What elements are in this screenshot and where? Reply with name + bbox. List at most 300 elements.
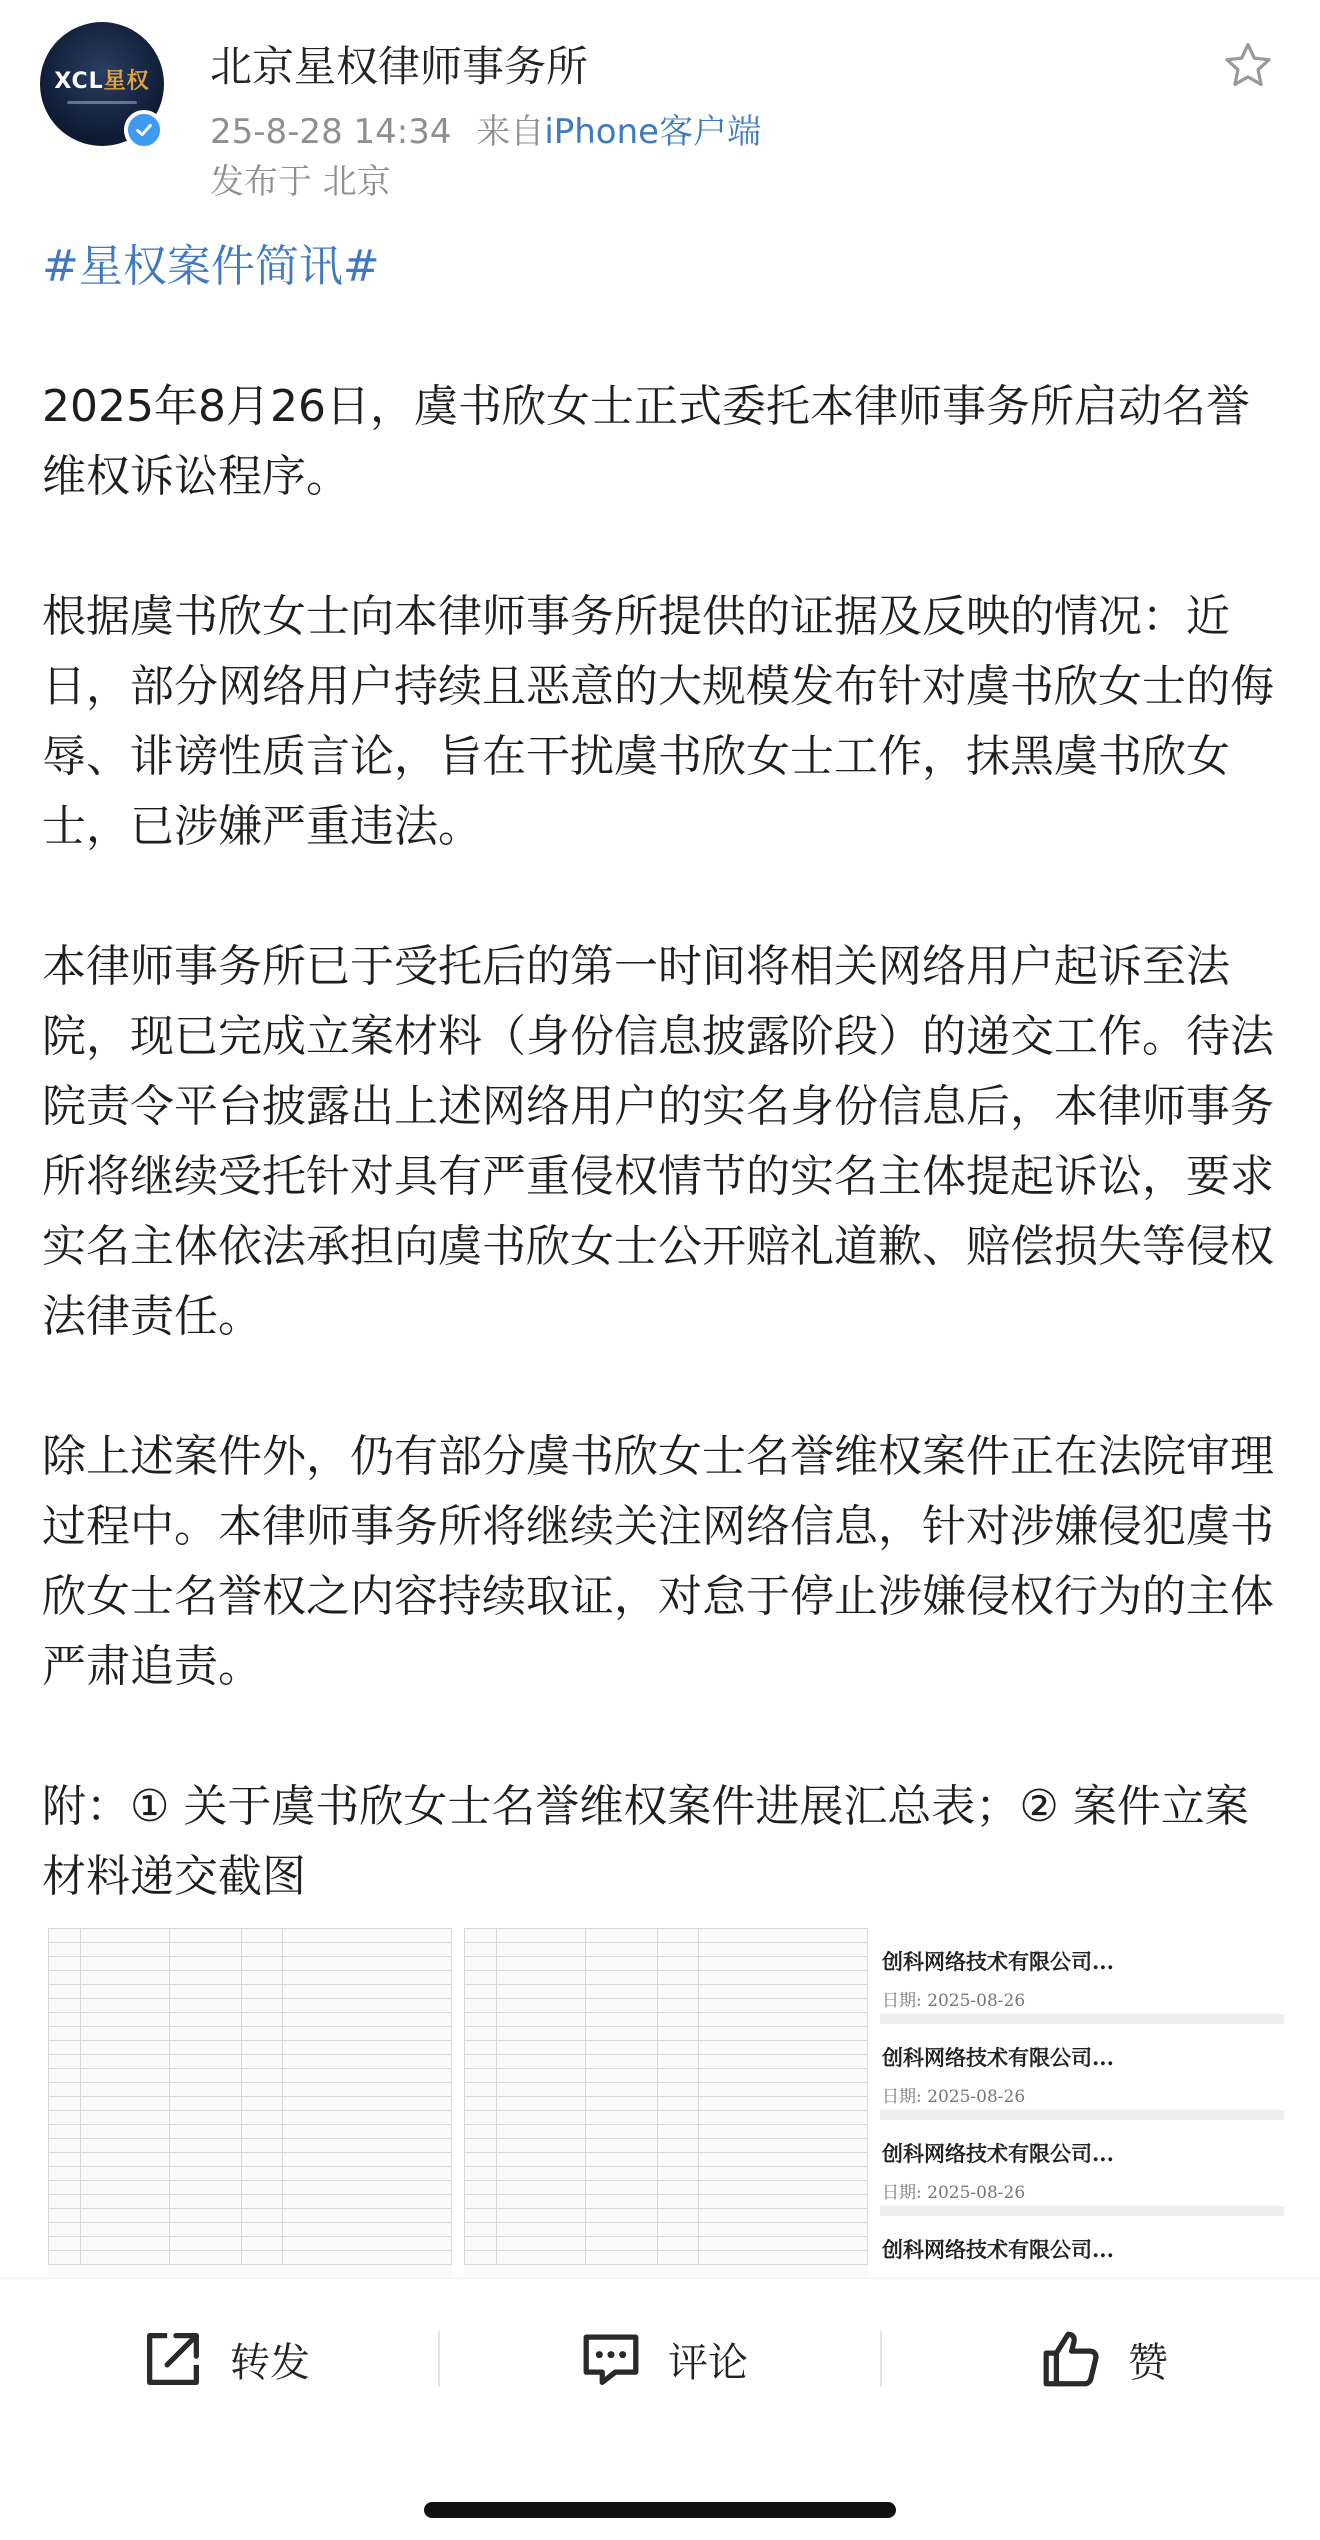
- table-cell: [282, 2027, 451, 2041]
- thumbs-up-icon: [1036, 2324, 1106, 2394]
- table-row: [49, 2083, 452, 2097]
- table-cell: [169, 2251, 242, 2265]
- table-cell: [81, 2167, 170, 2181]
- table-row: [465, 2139, 868, 2153]
- table-cell: [282, 2041, 451, 2055]
- table-cell: [497, 2223, 586, 2237]
- table-row: [465, 2111, 868, 2125]
- table-cell: [169, 1929, 242, 1943]
- table-cell: [465, 1957, 497, 1971]
- post-meta: [210, 104, 761, 153]
- table-row: [465, 1929, 868, 1943]
- table-cell: [242, 1929, 282, 1943]
- table-cell: [698, 2111, 867, 2125]
- table-cell: [698, 2139, 867, 2153]
- table-cell: [242, 2181, 282, 2195]
- table-cell: [497, 2195, 586, 2209]
- table-cell: [169, 2055, 242, 2069]
- table-cell: [658, 1971, 698, 1985]
- table-cell: [169, 2223, 242, 2237]
- table-cell: [49, 2237, 81, 2251]
- verified-badge-icon: [124, 110, 164, 150]
- table-cell: [658, 2097, 698, 2111]
- table-cell: [81, 2083, 170, 2097]
- table-row: [465, 2181, 868, 2195]
- table-cell: [497, 2125, 586, 2139]
- case-company: 创科网络技术有限公司...: [882, 2237, 1114, 2262]
- table-cell: [585, 2083, 658, 2097]
- table-cell: [658, 1999, 698, 2013]
- table-cell: [242, 1957, 282, 1971]
- table-cell: [698, 1971, 867, 1985]
- table-cell: [465, 2125, 497, 2139]
- table-cell: [698, 2013, 867, 2027]
- table-cell: [81, 2223, 170, 2237]
- table-cell: [585, 2167, 658, 2181]
- table-cell: [169, 2083, 242, 2097]
- table-row: [465, 2223, 868, 2237]
- table-cell: [282, 2209, 451, 2223]
- table-cell: [169, 1971, 242, 1985]
- table-cell: [169, 2139, 242, 2153]
- table-cell: [169, 1985, 242, 1999]
- post-paragraph: 根据虞书欣女士向本律师事务所提供的证据及反映的情况：近日，部分网络用户持续且恶意的大规模发布针对虞书欣女士的侮辱、诽谤性质言论，旨在干扰虞书欣女士工作，抹黑虞书欣女士，已涉嫌严重违法。: [42, 591, 1274, 852]
- table-row: [465, 1985, 868, 1999]
- table-cell: [698, 2209, 867, 2223]
- hashtag-link[interactable]: #星权案件简讯#: [42, 241, 380, 292]
- table-cell: [658, 2167, 698, 2181]
- table-cell: [242, 2013, 282, 2027]
- table-cell: [658, 2237, 698, 2251]
- table-cell: [282, 1971, 451, 1985]
- table-cell: [169, 1957, 242, 1971]
- table-cell: [465, 2195, 497, 2209]
- table-row: [49, 2181, 452, 2195]
- thumbnail-case-summary-2[interactable]: [464, 1928, 868, 2278]
- table-cell: [658, 2153, 698, 2167]
- table-cell: [81, 2027, 170, 2041]
- table-row: [465, 2251, 868, 2265]
- table-cell: [585, 2209, 658, 2223]
- table-cell: [465, 1943, 497, 1957]
- table-cell: [282, 1985, 451, 1999]
- table-cell: [49, 2209, 81, 2223]
- table-cell: [658, 2111, 698, 2125]
- table-cell: [282, 2069, 451, 2083]
- table-cell: [49, 1943, 81, 1957]
- table-cell: [497, 1971, 586, 1985]
- table-cell: [465, 2111, 497, 2125]
- table-cell: [497, 2097, 586, 2111]
- comment-icon: [576, 2324, 646, 2394]
- table-row: [465, 2027, 868, 2041]
- table-row: [465, 1943, 868, 1957]
- avatar-logo-accent: 星权: [103, 69, 150, 94]
- table-cell: [585, 2237, 658, 2251]
- table-cell: [282, 2195, 451, 2209]
- table-cell: [465, 2013, 497, 2027]
- case-card: [880, 2216, 1284, 2278]
- table-row: [49, 2237, 452, 2251]
- case-date: 日期: 2025-08-26: [882, 1991, 1026, 2011]
- table-cell: [497, 2055, 586, 2069]
- case-card: [880, 2024, 1284, 2120]
- table-cell: [585, 2069, 658, 2083]
- table-row: [465, 1957, 868, 1971]
- table-cell: [465, 2083, 497, 2097]
- table-cell: [698, 1943, 867, 1957]
- table-row: [465, 2097, 868, 2111]
- table-cell: [49, 2251, 81, 2265]
- table-cell: [81, 2111, 170, 2125]
- table-cell: [242, 2223, 282, 2237]
- table-cell: [81, 1957, 170, 1971]
- table-cell: [585, 2125, 658, 2139]
- table-cell: [169, 2027, 242, 2041]
- table-cell: [282, 1957, 451, 1971]
- table-cell: [81, 2153, 170, 2167]
- table-cell: [658, 2251, 698, 2265]
- table-cell: [242, 2041, 282, 2055]
- table-cell: [242, 1971, 282, 1985]
- table-cell: [465, 2097, 497, 2111]
- case-date: 日期: 2025-08-26: [882, 2183, 1026, 2203]
- table-cell: [49, 2153, 81, 2167]
- avatar-tagline-bar: [67, 101, 137, 104]
- table-row: [49, 2013, 452, 2027]
- table-row: [465, 2055, 868, 2069]
- table-cell: [81, 2237, 170, 2251]
- table-row: [49, 2195, 452, 2209]
- table-cell: [585, 2251, 658, 2265]
- table-row: [465, 2083, 868, 2097]
- table-cell: [169, 2153, 242, 2167]
- table-cell: [465, 2223, 497, 2237]
- table-row: [465, 2167, 868, 2181]
- table-cell: [49, 2027, 81, 2041]
- table-row: [49, 2111, 452, 2125]
- action-divider: [880, 2331, 882, 2387]
- table-cell: [242, 2083, 282, 2097]
- table-cell: [242, 2209, 282, 2223]
- table-cell: [585, 1957, 658, 1971]
- table-cell: [585, 1985, 658, 1999]
- table-cell: [698, 2237, 867, 2251]
- table-cell: [81, 2181, 170, 2195]
- table-cell: [242, 2055, 282, 2069]
- table-row: [465, 2041, 868, 2055]
- post-body: [42, 232, 1282, 1912]
- table-cell: [585, 2223, 658, 2237]
- table-cell: [81, 1943, 170, 1957]
- table-cell: [49, 1985, 81, 1999]
- table-cell: [658, 2027, 698, 2041]
- table-cell: [585, 1943, 658, 1957]
- table-cell: [49, 2069, 81, 2083]
- table-cell: [49, 2083, 81, 2097]
- table-cell: [282, 2181, 451, 2195]
- table-cell: [497, 2153, 586, 2167]
- table-cell: [282, 2111, 451, 2125]
- table-cell: [465, 2181, 497, 2195]
- post-paragraph: 除上述案件外，仍有部分虞书欣女士名誉维权案件正在法院审理过程中。本律师事务所将继续关注网络信息，针对涉嫌侵犯虞书欣女士名誉权之内容持续取证，对怠于停止涉嫌侵权行为的主体严肃追责。: [42, 1431, 1274, 1692]
- table-cell: [282, 2055, 451, 2069]
- table-cell: [242, 2195, 282, 2209]
- repost-button[interactable]: [138, 2279, 310, 2439]
- table-row: [49, 1957, 452, 1971]
- table-cell: [585, 1971, 658, 1985]
- case-card: [880, 1928, 1284, 2024]
- table-cell: [497, 2181, 586, 2195]
- table-cell: [282, 2139, 451, 2153]
- table-row: [465, 1999, 868, 2013]
- table-cell: [81, 2195, 170, 2209]
- table-cell: [242, 2069, 282, 2083]
- table-cell: [658, 1929, 698, 1943]
- star-icon[interactable]: [1220, 38, 1276, 94]
- table-cell: [81, 2055, 170, 2069]
- action-bar: [0, 2278, 1320, 2438]
- table-cell: [698, 1957, 867, 1971]
- table-cell: [497, 2027, 586, 2041]
- table-cell: [658, 2041, 698, 2055]
- table-cell: [81, 1999, 170, 2013]
- table-cell: [497, 1999, 586, 2013]
- table-cell: [169, 2167, 242, 2181]
- table-row: [49, 1999, 452, 2013]
- table-cell: [242, 2111, 282, 2125]
- post-paragraph: 本律师事务所已于受托后的第一时间将相关网络用户起诉至法院，现已完成立案材料（身份信息披露阶段）的递交工作。待法院责令平台披露出上述网络用户的实名身份信息后，本律师事务所将继续受托针对具有严重侵权情节的实名主体提起诉讼，要求实名主体依法承担向虞书欣女士公开赔礼道歉、赔偿损失等侵权法律责任。: [42, 941, 1274, 1342]
- table-cell: [658, 2223, 698, 2237]
- table-cell: [465, 2251, 497, 2265]
- table-cell: [282, 2083, 451, 2097]
- post-location: 发布于 北京: [210, 162, 391, 202]
- table-cell: [585, 2013, 658, 2027]
- table-row: [465, 2153, 868, 2167]
- table-row: [49, 1971, 452, 1985]
- table-cell: [81, 1929, 170, 1943]
- table-cell: [169, 2013, 242, 2027]
- table-cell: [497, 2041, 586, 2055]
- case-company: 创科网络技术有限公司...: [882, 1949, 1114, 1974]
- table-cell: [658, 2139, 698, 2153]
- thumbnail-filing-screenshot[interactable]: [880, 1928, 1284, 2278]
- table-row: [465, 1971, 868, 1985]
- table-cell: [49, 2055, 81, 2069]
- table-cell: [282, 2251, 451, 2265]
- table-cell: [497, 1957, 586, 1971]
- table-cell: [698, 1929, 867, 1943]
- table-cell: [49, 1971, 81, 1985]
- table-cell: [282, 2097, 451, 2111]
- table-cell: [698, 2097, 867, 2111]
- table-cell: [658, 2055, 698, 2069]
- table-cell: [497, 2209, 586, 2223]
- table-cell: [81, 1971, 170, 1985]
- table-cell: [169, 2125, 242, 2139]
- case-summary-table: [464, 1928, 868, 2265]
- table-cell: [497, 2251, 586, 2265]
- table-cell: [658, 2083, 698, 2097]
- table-cell: [242, 1999, 282, 2013]
- table-cell: [465, 2237, 497, 2251]
- table-cell: [282, 2167, 451, 2181]
- table-row: [465, 2069, 868, 2083]
- table-cell: [81, 2097, 170, 2111]
- table-cell: [698, 2195, 867, 2209]
- table-cell: [169, 2111, 242, 2125]
- table-row: [49, 2125, 452, 2139]
- case-date: 日期: 2025-08-26: [882, 2087, 1026, 2107]
- table-cell: [242, 1943, 282, 1957]
- table-cell: [81, 2125, 170, 2139]
- table-cell: [658, 1943, 698, 1957]
- table-cell: [242, 2139, 282, 2153]
- table-cell: [242, 2027, 282, 2041]
- table-cell: [658, 2069, 698, 2083]
- table-cell: [169, 2181, 242, 2195]
- table-cell: [49, 2223, 81, 2237]
- table-cell: [585, 2181, 658, 2195]
- author-name[interactable]: 北京星权律师事务所: [210, 42, 589, 91]
- table-cell: [49, 1929, 81, 1943]
- table-row: [49, 2251, 452, 2265]
- table-cell: [658, 2181, 698, 2195]
- table-cell: [465, 1971, 497, 1985]
- table-cell: [585, 2055, 658, 2069]
- table-cell: [242, 2167, 282, 2181]
- table-row: [49, 1929, 452, 1943]
- share-icon: [138, 2324, 208, 2394]
- avatar-logo-text: XCL: [54, 69, 104, 94]
- repost-label: 转发: [230, 2339, 310, 2386]
- table-cell: [169, 2041, 242, 2055]
- table-cell: [81, 2209, 170, 2223]
- table-cell: [169, 2237, 242, 2251]
- table-cell: [585, 2139, 658, 2153]
- table-row: [49, 2069, 452, 2083]
- table-row: [49, 1943, 452, 1957]
- image-thumbnails: [48, 1928, 1284, 2278]
- table-cell: [49, 2013, 81, 2027]
- table-cell: [698, 2251, 867, 2265]
- table-cell: [242, 2237, 282, 2251]
- table-cell: [497, 2111, 586, 2125]
- table-cell: [242, 2251, 282, 2265]
- table-cell: [465, 2027, 497, 2041]
- table-cell: [169, 1943, 242, 1957]
- table-cell: [698, 2167, 867, 2181]
- table-cell: [242, 2097, 282, 2111]
- table-cell: [282, 2153, 451, 2167]
- case-company: 创科网络技术有限公司...: [882, 2045, 1114, 2070]
- case-summary-table: [48, 1928, 452, 2265]
- table-cell: [497, 2083, 586, 2097]
- comment-button[interactable]: [576, 2279, 748, 2439]
- table-cell: [49, 2181, 81, 2195]
- table-cell: [698, 2083, 867, 2097]
- table-cell: [497, 2013, 586, 2027]
- post-header: [0, 0, 1320, 210]
- table-cell: [465, 2041, 497, 2055]
- check-icon: [133, 119, 155, 141]
- table-row: [49, 2209, 452, 2223]
- table-cell: [698, 2181, 867, 2195]
- table-cell: [81, 2069, 170, 2083]
- table-cell: [49, 2125, 81, 2139]
- table-row: [465, 2237, 868, 2251]
- table-cell: [169, 2209, 242, 2223]
- table-cell: [81, 2139, 170, 2153]
- table-cell: [81, 2013, 170, 2027]
- table-cell: [242, 2125, 282, 2139]
- table-row: [465, 2195, 868, 2209]
- table-cell: [658, 2209, 698, 2223]
- table-row: [49, 2223, 452, 2237]
- table-cell: [698, 2069, 867, 2083]
- table-cell: [658, 1957, 698, 1971]
- table-cell: [698, 2041, 867, 2055]
- table-row: [49, 2153, 452, 2167]
- table-cell: [497, 2139, 586, 2153]
- post-paragraph: 附：① 关于虞书欣女士名誉维权案件进展汇总表；② 案件立案材料递交截图: [42, 1781, 1249, 1902]
- post-time: 25-8-28 14:34: [210, 112, 452, 152]
- table-cell: [698, 2055, 867, 2069]
- table-cell: [658, 1985, 698, 1999]
- table-cell: [282, 2237, 451, 2251]
- table-cell: [585, 1929, 658, 1943]
- table-cell: [698, 2125, 867, 2139]
- table-cell: [81, 2041, 170, 2055]
- table-cell: [698, 1999, 867, 2013]
- table-cell: [49, 2167, 81, 2181]
- table-cell: [282, 1999, 451, 2013]
- table-cell: [497, 1943, 586, 1957]
- source-device[interactable]: iPhone客户端: [544, 112, 762, 152]
- table-cell: [242, 1985, 282, 1999]
- table-row: [49, 2097, 452, 2111]
- comment-label: 评论: [668, 2339, 748, 2386]
- table-cell: [242, 2153, 282, 2167]
- table-cell: [81, 1985, 170, 1999]
- table-cell: [49, 2111, 81, 2125]
- table-cell: [49, 2097, 81, 2111]
- case-card: [880, 2120, 1284, 2216]
- table-cell: [49, 1957, 81, 1971]
- table-cell: [585, 2111, 658, 2125]
- table-row: [49, 2055, 452, 2069]
- thumbnail-case-summary-1[interactable]: [48, 1928, 452, 2278]
- table-cell: [497, 2069, 586, 2083]
- table-cell: [497, 2167, 586, 2181]
- like-button[interactable]: [1036, 2279, 1168, 2439]
- table-row: [49, 2167, 452, 2181]
- table-cell: [81, 2251, 170, 2265]
- table-cell: [282, 2223, 451, 2237]
- table-cell: [698, 2223, 867, 2237]
- table-cell: [169, 2069, 242, 2083]
- table-cell: [282, 1929, 451, 1943]
- table-cell: [698, 1985, 867, 1999]
- table-cell: [49, 2195, 81, 2209]
- like-label: 赞: [1128, 2339, 1168, 2386]
- table-cell: [465, 1929, 497, 1943]
- table-row: [49, 2027, 452, 2041]
- table-row: [465, 2125, 868, 2139]
- table-row: [49, 1985, 452, 1999]
- table-cell: [585, 2027, 658, 2041]
- table-cell: [698, 2153, 867, 2167]
